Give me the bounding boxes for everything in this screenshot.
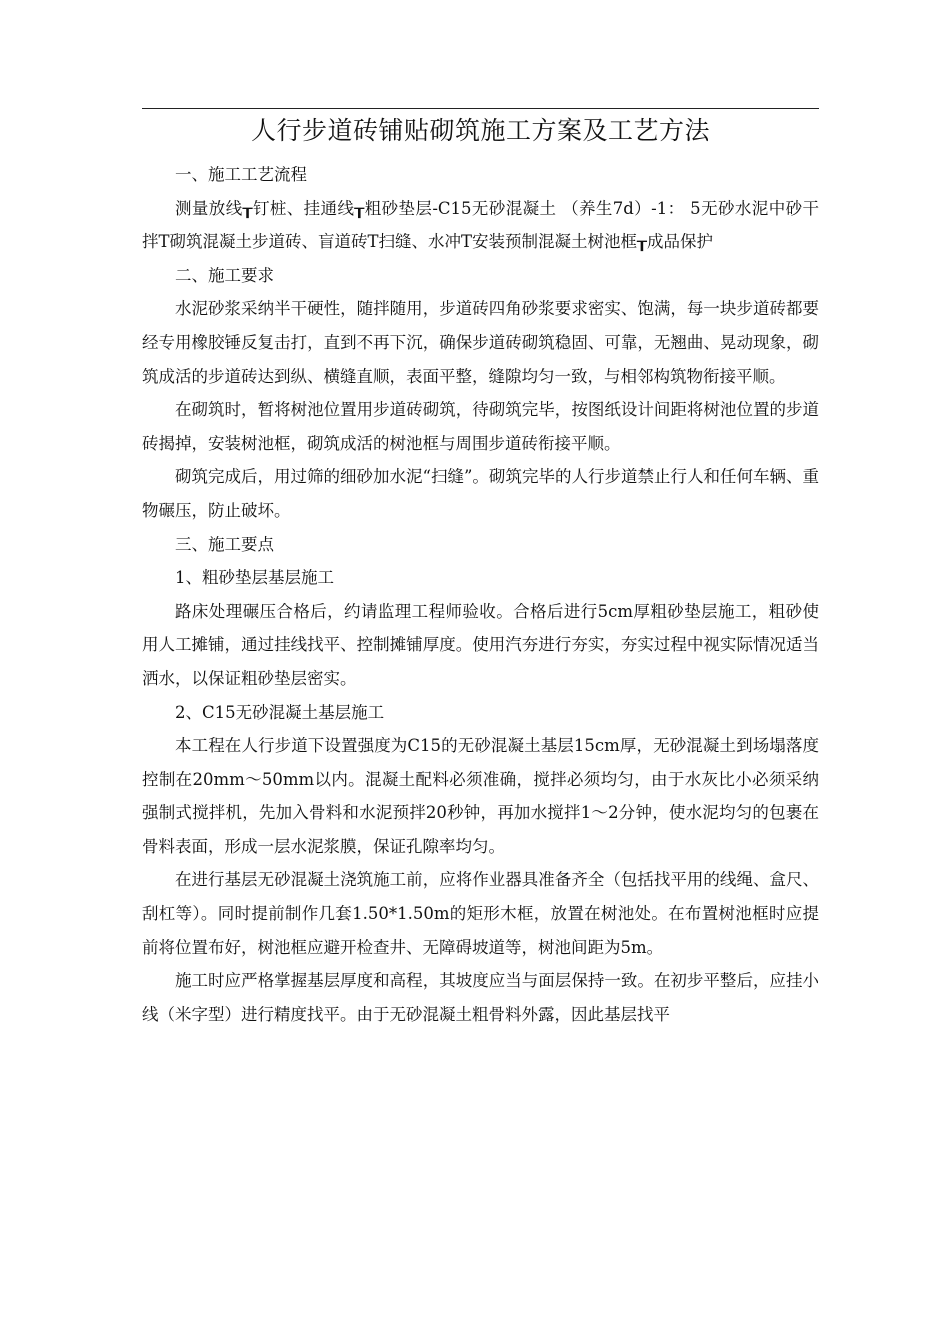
paragraph-requirements: 水泥砂浆采纳半干硬性，随拌随用，步道砖四角砂浆要求密实、饱满，每一块步道砖都要经专用橡胶锤反复击打，直到不再下沉，确保步道砖砌筑稳固、可靠，无翘曲、晃动现象，砌筑成活的步道砖达到纵、横缝直顺，表面平整，缝隙均匀一致，与相邻构筑物衔接平顺。 xyxy=(142,299,819,386)
paragraph-preparation: 在进行基层无砂混凝土浇筑施工前，应将作业器具准备齐全（包括找平用的线绳、盒尺、刮杠等）。同时提前制作几套1.50*1.50m的矩形木框，放置在树池处。在布置树池框时应提前将位置布好，树池框应避开检查井、无障碍坡道等，树池间距为5m。 xyxy=(142,870,819,957)
subheading-concrete-base: 2、C15无砂混凝土基层施工 xyxy=(175,702,385,722)
paragraph-sand-cushion: 路床处理碾压合格后，约请监理工程师验收。合格后进行5cm厚粗砂垫层施工，粗砂使用人工摊铺，通过挂线找平、控制摊铺厚度。使用汽夯进行夯实，夯实过程中视实际情况适当洒水，以保证粗砂垫层密实。 xyxy=(142,601,819,688)
document-title: 人行步道砖铺贴砌筑施工方案及工艺方法 xyxy=(250,116,710,145)
section-heading-1: 一、施工工艺流程 xyxy=(175,165,307,184)
section-heading-2: 二、施工要求 xyxy=(175,265,274,285)
header-rule xyxy=(142,108,819,109)
document-body xyxy=(142,158,819,1031)
paragraph-process-flow: 测量放线┰钉桩、挂通线┰粗砂垫层-C15无砂混凝土 （养生7d）-1： 5无砂水泥中砂干拌T砌筑混凝土步道砖、盲道砖T扫缝、水冲T安装预制混凝土树池框┰成品保护 xyxy=(142,198,819,252)
paragraph-concrete-mix: 本工程在人行步道下设置强度为C15的无砂混凝土基层15cm厚，无砂混凝土到场塌落度控制在20mm〜50mm以内。混凝土配料必须准确，搅拌必须均匀，由于水灰比小必须采纳强制式搅拌机，先加入骨料和水泥预拌20秒钟，再加水搅拌1〜2分钟，使水泥均匀的包裹在骨料表面，形成一层水泥浆膜，保证孔隙率均匀。 xyxy=(142,736,819,856)
subheading-sand-cushion: 1、粗砂垫层基层施工 xyxy=(175,568,334,588)
paragraph-joint-sweeping: 砌筑完成后，用过筛的细砂加水泥“扫缝”。砌筑完毕的人行步道禁止行人和任何车辆、重物碾压，防止破坏。 xyxy=(142,467,819,520)
paragraph-tree-pit: 在砌筑时，暂将树池位置用步道砖砌筑，待砌筑完毕，按图纸设计间距将树池位置的步道砖揭掉，安装树池框，砌筑成活的树池框与周围步道砖衔接平顺。 xyxy=(142,400,819,453)
section-heading-3: 三、施工要点 xyxy=(175,534,274,554)
paragraph-leveling: 施工时应严格掌握基层厚度和高程，其坡度应当与面层保持一致。在初步平整后，应挂小线（米字型）进行精度找平。由于无砂混凝土粗骨料外露，因此基层找平 xyxy=(142,971,819,1024)
